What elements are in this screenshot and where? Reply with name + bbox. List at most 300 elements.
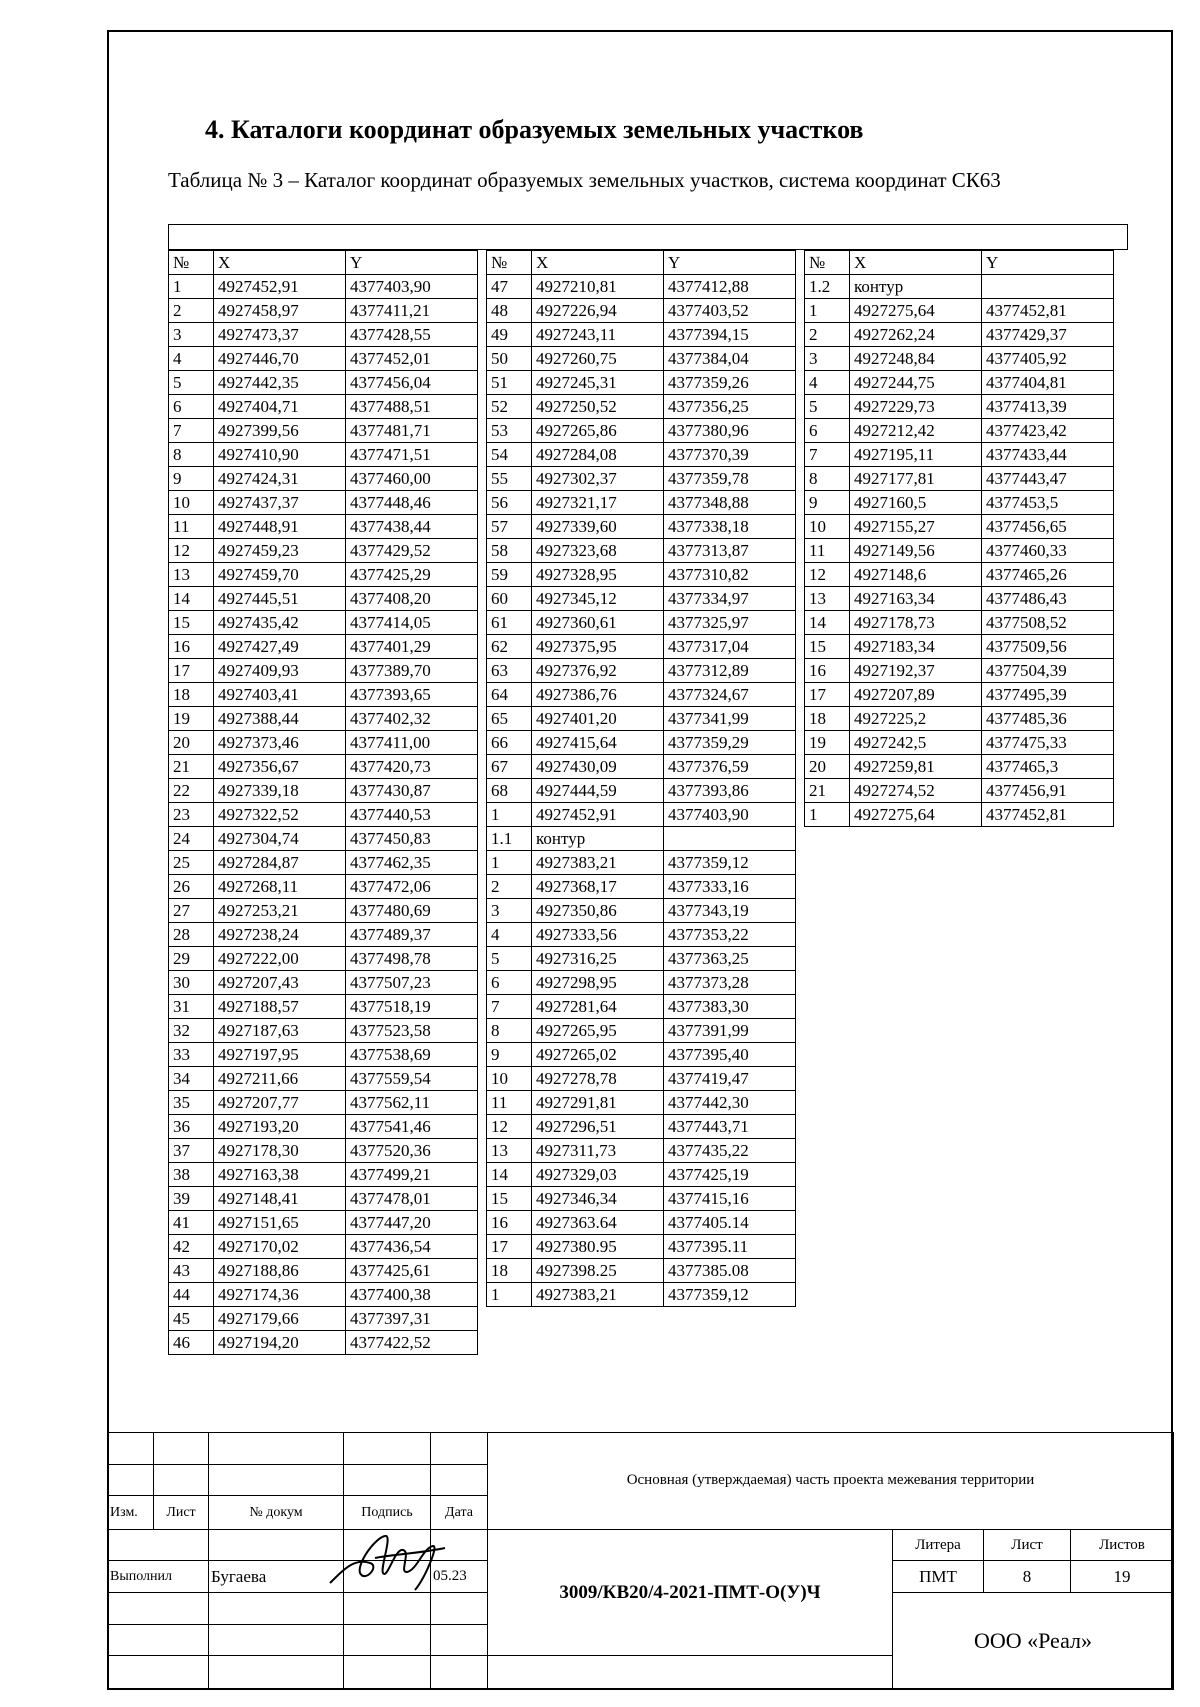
point-number: 49: [487, 323, 532, 347]
table-row: [169, 707, 478, 731]
point-number: 14: [805, 611, 850, 635]
table-row: [169, 803, 478, 827]
table-row: [169, 1115, 478, 1139]
coordinate-y: 4377460,33: [982, 539, 1114, 563]
point-number: 62: [487, 635, 532, 659]
point-number: 3: [169, 323, 214, 347]
coordinate-x: 4927178,30: [214, 1139, 346, 1163]
table-row: [487, 1139, 796, 1163]
table-row: [487, 347, 796, 371]
table-row: [169, 1043, 478, 1067]
coordinate-y: 4377460,00: [346, 467, 478, 491]
coordinate-x: 4927339,60: [532, 515, 664, 539]
table-row: [169, 995, 478, 1019]
coordinate-y: 4377471,51: [346, 443, 478, 467]
coordinate-x: 4927375,95: [532, 635, 664, 659]
table-row: [805, 755, 1114, 779]
coordinate-x: 4927253,21: [214, 899, 346, 923]
point-number: 13: [487, 1139, 532, 1163]
coordinate-x: 4927265,95: [532, 1019, 664, 1043]
point-number: 2: [805, 323, 850, 347]
table-row: [805, 395, 1114, 419]
coordinate-x: 4927444,59: [532, 779, 664, 803]
column-header: X: [214, 251, 346, 275]
coordinate-x: 4927399,56: [214, 419, 346, 443]
table-row: [487, 539, 796, 563]
point-number: 65: [487, 707, 532, 731]
coordinate-x: 4927401,20: [532, 707, 664, 731]
table-row: [487, 659, 796, 683]
coordinate-x: 4927410,90: [214, 443, 346, 467]
point-number: 55: [487, 467, 532, 491]
coordinate-x: 4927345,12: [532, 587, 664, 611]
point-number: 57: [487, 515, 532, 539]
coordinate-y: 4377325,97: [664, 611, 796, 635]
table-row: [487, 371, 796, 395]
point-number: 61: [487, 611, 532, 635]
coordinate-y: 4377333,16: [664, 875, 796, 899]
coordinate-y: 4377438,44: [346, 515, 478, 539]
coordinate-x: 4927242,5: [850, 731, 982, 755]
point-number: 5: [805, 395, 850, 419]
point-number: 42: [169, 1235, 214, 1259]
coordinate-y: 4377423,42: [982, 419, 1114, 443]
point-number: 5: [169, 371, 214, 395]
point-number: 29: [169, 947, 214, 971]
coordinate-y: 4377433,44: [982, 443, 1114, 467]
table-row: [805, 467, 1114, 491]
coordinate-y: 4377359,12: [664, 851, 796, 875]
coordinate-y: 4377452,01: [346, 347, 478, 371]
coordinate-x: 4927212,42: [850, 419, 982, 443]
point-number: 7: [805, 443, 850, 467]
coordinate-x: 4927195,11: [850, 443, 982, 467]
coordinate-x: 4927260,75: [532, 347, 664, 371]
point-number: 17: [487, 1235, 532, 1259]
coordinate-y: 4377429,37: [982, 323, 1114, 347]
coordinate-y: 4377384,04: [664, 347, 796, 371]
point-number: 17: [805, 683, 850, 707]
coordinate-y: 4377495,39: [982, 683, 1114, 707]
coordinate-x: 4927373,46: [214, 731, 346, 755]
coordinate-x: 4927459,70: [214, 563, 346, 587]
coordinate-y: 4377411,21: [346, 299, 478, 323]
coordinate-y: 4377380,96: [664, 419, 796, 443]
coordinate-y: 4377389,70: [346, 659, 478, 683]
coordinate-y: 4377508,52: [982, 611, 1114, 635]
table-row: [487, 1067, 796, 1091]
coordinate-y: 4377391,99: [664, 1019, 796, 1043]
point-number: 64: [487, 683, 532, 707]
table-row: [805, 563, 1114, 587]
coordinate-y: 4377359,78: [664, 467, 796, 491]
table-row: [805, 587, 1114, 611]
point-number: 35: [169, 1091, 214, 1115]
point-number: 6: [805, 419, 850, 443]
coordinate-x: 4927207,43: [214, 971, 346, 995]
table-row: [487, 1019, 796, 1043]
point-number: 38: [169, 1163, 214, 1187]
litera-label: Литера: [893, 1529, 984, 1561]
coordinate-y: 4377520,36: [346, 1139, 478, 1163]
point-number: 1.1: [487, 827, 532, 851]
coordinate-y: 4377428,55: [346, 323, 478, 347]
coordinate-y: 4377509,56: [982, 635, 1114, 659]
coordinate-x: 4927458,97: [214, 299, 346, 323]
coordinate-y: 4377334,97: [664, 587, 796, 611]
column-header: Y: [346, 251, 478, 275]
coordinate-y: 4377462,35: [346, 851, 478, 875]
vypolnil-label: Выполнил: [108, 1561, 209, 1593]
point-number: 8: [805, 467, 850, 491]
coordinate-x: 4927452,91: [532, 803, 664, 827]
coordinate-y: 4377425,19: [664, 1163, 796, 1187]
table-header-row: [487, 251, 796, 275]
table-row: [169, 1019, 478, 1043]
coordinate-x: 4927210,81: [532, 275, 664, 299]
coordinate-x: 4927404,71: [214, 395, 346, 419]
point-number: 21: [169, 755, 214, 779]
coordinate-y: 4377456,65: [982, 515, 1114, 539]
coordinate-y: 4377324,67: [664, 683, 796, 707]
coordinate-y: 4377341,99: [664, 707, 796, 731]
coordinate-y: 4377429,52: [346, 539, 478, 563]
section-heading: 4. Каталоги координат образуемых земельных участков: [205, 115, 864, 144]
point-number: 60: [487, 587, 532, 611]
coordinate-x: 4927350,86: [532, 899, 664, 923]
point-number: 51: [487, 371, 532, 395]
point-number: 39: [169, 1187, 214, 1211]
coordinate-x: 4927155,27: [850, 515, 982, 539]
coordinate-x: 4927473,37: [214, 323, 346, 347]
table-row: [487, 395, 796, 419]
table-row: [169, 779, 478, 803]
coordinate-y: 4377405.14: [664, 1211, 796, 1235]
coordinate-y: 4377442,30: [664, 1091, 796, 1115]
coordinate-y: 4377486,43: [982, 587, 1114, 611]
coordinate-y: 4377359,12: [664, 1283, 796, 1307]
coordinate-y: 4377419,47: [664, 1067, 796, 1091]
coordinate-x: 4927177,81: [850, 467, 982, 491]
table-row: [169, 275, 478, 299]
table-row: [169, 395, 478, 419]
point-number: 36: [169, 1115, 214, 1139]
coordinate-x: 4927415,64: [532, 731, 664, 755]
table-row: [169, 635, 478, 659]
point-number: 15: [487, 1187, 532, 1211]
coordinate-x: 4927346,34: [532, 1187, 664, 1211]
table-row: [169, 1139, 478, 1163]
table-row: [487, 323, 796, 347]
coordinate-y: 4377373,28: [664, 971, 796, 995]
table-row: [487, 899, 796, 923]
table-row: [487, 1187, 796, 1211]
coordinate-y: 4377393,65: [346, 683, 478, 707]
coordinate-y: 4377435,22: [664, 1139, 796, 1163]
table-row: [169, 443, 478, 467]
point-number: 28: [169, 923, 214, 947]
coordinate-y: 4377456,91: [982, 779, 1114, 803]
table-row: [487, 851, 796, 875]
coordinate-y: 4377348,88: [664, 491, 796, 515]
coordinate-x: 4927398.25: [532, 1259, 664, 1283]
point-number: 31: [169, 995, 214, 1019]
table-row: [487, 779, 796, 803]
table-row: [487, 1115, 796, 1139]
point-number: 37: [169, 1139, 214, 1163]
coordinate-x: 4927151,65: [214, 1211, 346, 1235]
coordinate-y: [664, 827, 796, 851]
table-row: [487, 587, 796, 611]
point-number: 12: [805, 563, 850, 587]
coordinate-x: 4927368,17: [532, 875, 664, 899]
point-number: 16: [169, 635, 214, 659]
point-number: 67: [487, 755, 532, 779]
data-label: Дата: [431, 1496, 488, 1530]
table-row: [487, 419, 796, 443]
table-row: [169, 1187, 478, 1211]
table-row: [169, 1235, 478, 1259]
table-row: [805, 707, 1114, 731]
table-row: [487, 275, 796, 299]
table-row: [805, 539, 1114, 563]
point-number: 25: [169, 851, 214, 875]
coordinate-y: 4377310,82: [664, 563, 796, 587]
table-caption: Таблица № 3 – Каталог координат образуемых земельных участков, система координат СК63: [168, 168, 1001, 192]
coordinate-y: 4377403,90: [346, 275, 478, 299]
coordinate-x: 4927321,17: [532, 491, 664, 515]
table-row: [169, 1067, 478, 1091]
table-header-row: [169, 251, 478, 275]
table-row: [487, 491, 796, 515]
coordinate-y: 4377447,20: [346, 1211, 478, 1235]
coordinate-y: 4377481,71: [346, 419, 478, 443]
coordinate-y: 4377498,78: [346, 947, 478, 971]
coordinate-x: 4927262,24: [850, 323, 982, 347]
point-number: 18: [487, 1259, 532, 1283]
coordinate-y: 4377312,89: [664, 659, 796, 683]
coordinate-y: 4377353,22: [664, 923, 796, 947]
coordinate-x: 4927244,75: [850, 371, 982, 395]
coordinate-y: 4377393,86: [664, 779, 796, 803]
point-number: 47: [487, 275, 532, 299]
table-row: [169, 515, 478, 539]
coordinate-x: 4927424,31: [214, 467, 346, 491]
coordinate-y: 4377356,25: [664, 395, 796, 419]
coordinate-x: 4927197,95: [214, 1043, 346, 1067]
point-number: 7: [169, 419, 214, 443]
point-number: 1: [487, 1283, 532, 1307]
point-number: 19: [169, 707, 214, 731]
table-row: [169, 899, 478, 923]
point-number: 4: [169, 347, 214, 371]
coordinate-x: 4927281,64: [532, 995, 664, 1019]
coordinate-y: 4377420,73: [346, 755, 478, 779]
point-number: 2: [169, 299, 214, 323]
point-number: 20: [805, 755, 850, 779]
coordinate-y: 4377538,69: [346, 1043, 478, 1067]
point-number: 68: [487, 779, 532, 803]
point-number: 12: [487, 1115, 532, 1139]
point-number: 66: [487, 731, 532, 755]
table-row: [169, 419, 478, 443]
table-row: [487, 707, 796, 731]
point-number: 23: [169, 803, 214, 827]
coordinate-y: 4377408,20: [346, 587, 478, 611]
coordinate-x: 4927427,49: [214, 635, 346, 659]
point-number: 32: [169, 1019, 214, 1043]
point-number: 20: [169, 731, 214, 755]
table-row: [487, 611, 796, 635]
table-row: [487, 1235, 796, 1259]
point-number: 59: [487, 563, 532, 587]
table-row: [487, 875, 796, 899]
coordinate-x: 4927323,68: [532, 539, 664, 563]
table-row: [805, 779, 1114, 803]
table-row: [169, 659, 478, 683]
table-row: [169, 539, 478, 563]
point-number: 16: [805, 659, 850, 683]
coordinate-y: 4377376,59: [664, 755, 796, 779]
coordinate-x: 4927430,09: [532, 755, 664, 779]
point-number: 1: [805, 803, 850, 827]
coordinate-y: 4377452,81: [982, 299, 1114, 323]
coordinate-x: 4927275,64: [850, 803, 982, 827]
table-row: [487, 971, 796, 995]
table-row: [169, 923, 478, 947]
coordinate-x: 4927409,93: [214, 659, 346, 683]
coordinate-y: 4377443,71: [664, 1115, 796, 1139]
point-number: 1: [487, 803, 532, 827]
table-row: [487, 1091, 796, 1115]
coordinate-x: 4927170,02: [214, 1235, 346, 1259]
table-row: [805, 443, 1114, 467]
table-row: [805, 419, 1114, 443]
coordinate-y: 4377523,58: [346, 1019, 478, 1043]
coordinate-y: 4377443,47: [982, 467, 1114, 491]
coordinate-x: 4927383,21: [532, 1283, 664, 1307]
table-row: [487, 635, 796, 659]
coordinate-y: 4377465,26: [982, 563, 1114, 587]
table-row: [805, 515, 1114, 539]
coordinate-x: 4927311,73: [532, 1139, 664, 1163]
point-number: 15: [169, 611, 214, 635]
table-row: [487, 923, 796, 947]
coordinate-y: 4377359,26: [664, 371, 796, 395]
point-number: 30: [169, 971, 214, 995]
coordinate-x: 4927296,51: [532, 1115, 664, 1139]
coordinate-y: 4377488,51: [346, 395, 478, 419]
coordinate-x: 4927149,56: [850, 539, 982, 563]
point-number: 46: [169, 1331, 214, 1355]
coordinate-y: 4377397,31: [346, 1307, 478, 1331]
table-row: [805, 371, 1114, 395]
coordinate-y: 4377422,52: [346, 1331, 478, 1355]
table-row: [487, 1259, 796, 1283]
coordinate-x: 4927243,11: [532, 323, 664, 347]
coordinate-y: 4377405,92: [982, 347, 1114, 371]
coordinate-y: 4377313,87: [664, 539, 796, 563]
point-number: 11: [487, 1091, 532, 1115]
coordinates-table-1: [168, 250, 478, 1355]
table-row: [169, 299, 478, 323]
point-number: 10: [169, 491, 214, 515]
coordinate-x: 4927339,18: [214, 779, 346, 803]
coordinate-x: 4927163,38: [214, 1163, 346, 1187]
coordinate-x: 4927383,21: [532, 851, 664, 875]
coordinate-x: 4927250,52: [532, 395, 664, 419]
coordinate-y: 4377359,29: [664, 731, 796, 755]
table-row: [487, 683, 796, 707]
table-row: [805, 611, 1114, 635]
coordinate-x: 4927278,78: [532, 1067, 664, 1091]
coordinate-x: 4927163,34: [850, 587, 982, 611]
coordinate-y: 4377480,69: [346, 899, 478, 923]
table-row: [805, 275, 1114, 299]
table-row: [487, 827, 796, 851]
coordinate-x: 4927194,20: [214, 1331, 346, 1355]
table-row: [487, 467, 796, 491]
table-row: [169, 1091, 478, 1115]
coordinate-y: 4377465,3: [982, 755, 1114, 779]
coordinate-x: 4927188,57: [214, 995, 346, 1019]
point-number: 27: [169, 899, 214, 923]
coordinate-x: 4927187,63: [214, 1019, 346, 1043]
coordinate-x: 4927229,73: [850, 395, 982, 419]
coordinate-y: 4377414,05: [346, 611, 478, 635]
table-row: [805, 491, 1114, 515]
date-value: 05.23: [431, 1561, 488, 1593]
point-number: 3: [487, 899, 532, 923]
document-code: 3009/КВ20/4-2021-ПМТ-О(У)Ч: [488, 1529, 893, 1655]
coordinate-y: 4377452,81: [982, 803, 1114, 827]
coordinate-x: 4927226,94: [532, 299, 664, 323]
coordinate-x: 4927386,76: [532, 683, 664, 707]
coordinate-x: 4927459,23: [214, 539, 346, 563]
coordinate-y: 4377425,61: [346, 1259, 478, 1283]
coordinate-x: 4927192,37: [850, 659, 982, 683]
coordinate-x: 4927284,87: [214, 851, 346, 875]
point-number: 33: [169, 1043, 214, 1067]
coordinate-y: 4377436,54: [346, 1235, 478, 1259]
point-number: 13: [169, 563, 214, 587]
coordinate-y: 4377317,04: [664, 635, 796, 659]
point-number: 1: [169, 275, 214, 299]
table-row: [169, 1259, 478, 1283]
coordinate-x: 4927333,56: [532, 923, 664, 947]
litera-value: ПМТ: [893, 1561, 984, 1593]
point-number: 41: [169, 1211, 214, 1235]
coordinate-y: 4377395.11: [664, 1235, 796, 1259]
point-number: 24: [169, 827, 214, 851]
table-row: [169, 323, 478, 347]
point-number: 21: [805, 779, 850, 803]
point-number: 11: [169, 515, 214, 539]
table-row: [169, 587, 478, 611]
organization: ООО «Реал»: [893, 1593, 1174, 1690]
coordinate-x: 4927284,08: [532, 443, 664, 467]
coordinate-x: 4927442,35: [214, 371, 346, 395]
coordinate-y: 4377499,21: [346, 1163, 478, 1187]
coordinate-y: 4377430,87: [346, 779, 478, 803]
point-number: 6: [487, 971, 532, 995]
coordinate-x: 4927245,31: [532, 371, 664, 395]
coordinate-x: 4927265,86: [532, 419, 664, 443]
point-number: 8: [169, 443, 214, 467]
table-row: [487, 995, 796, 1019]
coordinate-y: 4377338,18: [664, 515, 796, 539]
list-label: Лист: [154, 1496, 209, 1530]
